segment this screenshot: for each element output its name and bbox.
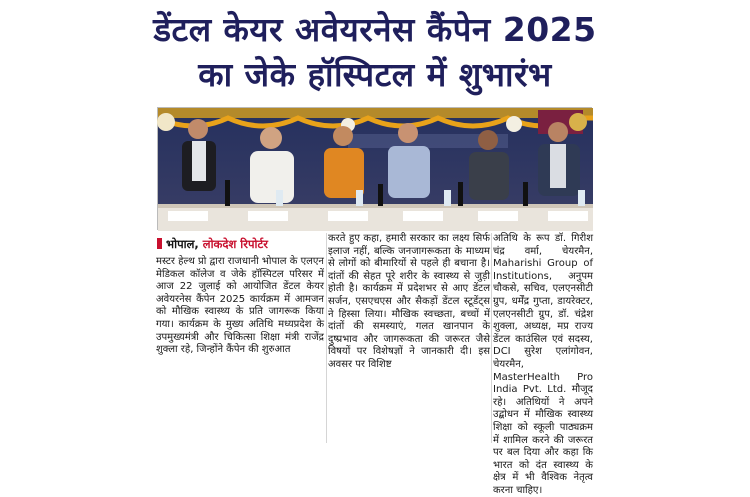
article-text-column-3: अतिथि के रूप डॉ. गिरीश चंद्र वर्मा, चेयरमैन, Maharishi Group of Institutions, अनुपम चौकसे, सचिव, एलएनसीटी ग्रुप, धर्मेंद्र गुप्ता, डायरेक्टर, एलएनसीटी ग्रुप, डॉ. चंद्रेश शुक्ला, अध्यक्ष, मप्र राज्य डेंटल काउंसिल एवं सदस्य, DCI सुरेश एलांगोवन, चेयरमैन, MasterHealth Pro India Pvt. Ltd. मौजूद रहे। अतिथियों ने अपने उद्बोधन में मौखिक स्वास्थ्य शिक्षा को स्कूली पाठ्यक्रम में शामिल करने की जरूरत पर बल दिया और कहा कि भारत को दंत स्वास्थ्य के क्षेत्र में भी वैश्विक नेतृत्व करना चाहिए।: [493, 233, 593, 496]
article-column-2: [328, 233, 490, 446]
byline-marker: [157, 238, 162, 249]
article-column-1: [156, 256, 324, 446]
byline-reporter: लोकदेश रिपोर्टर: [202, 237, 268, 251]
article-text-column-1: मस्टर हेल्थ प्रो द्वारा राजधानी भोपाल के एलएन मेडिकल कॉलेज व जेके हॉस्पिटल परिसर में आज 22 जुलाई को आयोजित डेंटल केयर अवेयरनेस कैंपेन 2025 कार्यक्रम में आमजन को मौखिक स्वास्थ्य के प्रति जागरूक किया गया। कार्यक्रम के मुख्य अतिथि मध्यप्रदेश के उपमुख्यमंत्री और चिकित्सा शिक्षा मंत्री राजेंद्र शुक्ला रहे, जिन्होंने कैंपेन की शुरुआत: [156, 256, 324, 356]
article-text-column-2: करते हुए कहा, हमारी सरकार का लक्ष्य सिर्फ इलाज नहीं, बल्कि जनजागरूकता के माध्यम से लोगों को बीमारियों से पहले ही बचाना है। दांतों की सेहत पूरे शरीर के स्वास्थ्य से जुड़ी होती है। कार्यक्रम में प्रदेशभर से आए डेंटल सर्जन, एसएचएस और सैकड़ों डेंटल स्टूडेंट्स ने हिस्सा लिया। मौखिक स्वच्छता, बच्चों में दांतों की समस्याएं, गलत खानपान के दुष्प्रभाव और जागरूकता की जरूरत जैसे विषयों पर विशेषज्ञों ने जानकारी दी। इस अवसर पर विशिष्ट: [328, 233, 490, 370]
article-column-3: [493, 233, 593, 496]
event-photo: [157, 107, 592, 230]
byline: [157, 235, 325, 253]
headline-line-1: डेंटल केयर अवेयरनेस कैंपेन 2025: [153, 10, 597, 49]
column-divider: [491, 233, 492, 443]
column-divider: [326, 233, 327, 443]
byline-city: भोपाल,: [166, 237, 199, 251]
headline-line-2: का जेके हॉस्पिटल में शुभारंभ: [198, 55, 552, 94]
